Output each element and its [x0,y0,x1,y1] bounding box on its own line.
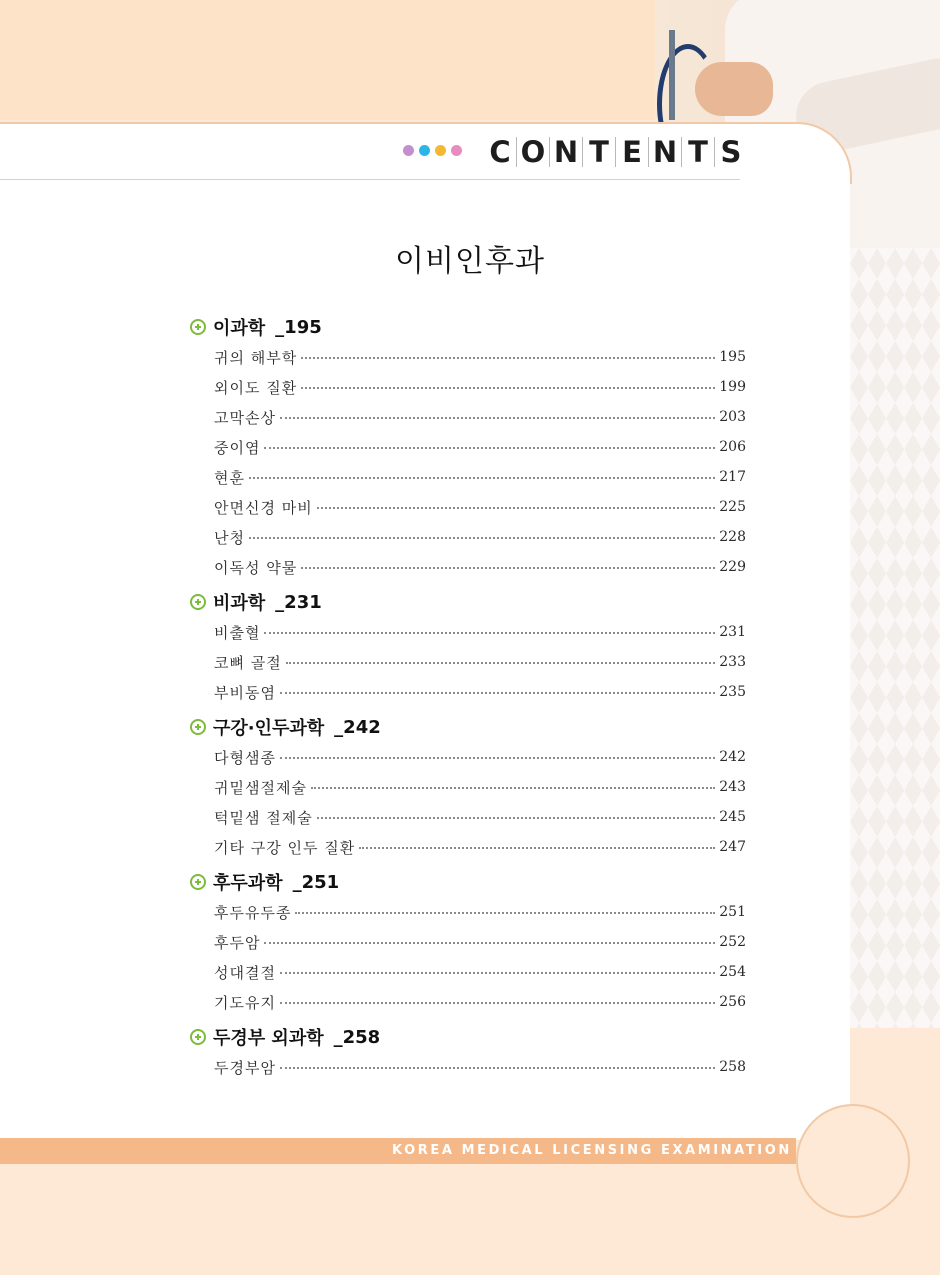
section-page: _242 [334,716,381,738]
toc-entry[interactable] [190,802,746,832]
entry-page: 254 [719,964,746,980]
toc-entry[interactable] [190,617,746,647]
contents-letter: N [649,137,682,167]
toc-entry[interactable] [190,1052,746,1082]
entry-page: 228 [719,529,746,545]
entry-label: 부비동염 [214,683,276,702]
dot-leader [301,567,715,569]
contents-letter: C [484,137,517,167]
entry-label: 기타 구강 인두 질환 [214,838,356,857]
dot-leader [249,537,715,539]
dot-leader [317,507,716,509]
plus-circle-icon [190,719,206,735]
entry-label: 성대결절 [214,963,276,982]
toc-entry[interactable] [190,492,746,522]
dot-leader [286,662,716,664]
section-page: _251 [292,871,340,893]
entry-label: 코뼈 골절 [214,653,282,672]
section-entries [190,1052,746,1082]
decorative-dots [403,145,462,156]
section-page: _195 [275,316,322,338]
contents-letter: T [583,137,616,167]
toc-entry[interactable] [190,897,746,927]
dot-leader [264,942,715,944]
section-heading[interactable] [190,867,746,897]
dot-leader [359,847,715,849]
entry-page: 247 [719,839,746,855]
toc-entry[interactable] [190,647,746,677]
section-title: 비과학 [213,593,266,614]
dot-leader [295,912,715,914]
section-heading[interactable] [190,1022,746,1052]
toc-entry[interactable] [190,342,746,372]
entry-page: 203 [719,409,746,425]
section-entries [190,742,746,862]
entry-label: 귀의 해부학 [214,348,298,367]
entry-page: 199 [719,379,746,395]
entry-label: 후두암 [214,933,261,952]
decorative-dot [419,145,430,156]
entry-label: 다형샘종 [214,748,276,767]
entry-label: 턱밑샘 절제술 [214,808,313,827]
entry-label: 현훈 [214,468,245,487]
entry-label: 외이도 질환 [214,378,298,397]
toc-section [190,1022,746,1082]
section-entries [190,617,746,707]
toc-entry[interactable] [190,742,746,772]
plus-circle-icon [190,1029,206,1045]
plus-circle-icon [190,874,206,890]
entry-label: 중이염 [214,438,261,457]
entry-page: 242 [719,749,746,765]
entry-label: 안면신경 마비 [214,498,313,517]
toc-section [190,712,746,862]
entry-page: 217 [719,469,746,485]
toc-entry[interactable] [190,677,746,707]
dot-leader [280,757,715,759]
section-page: _231 [275,591,322,613]
contents-letter: O [517,137,550,167]
section-title: 후두과학 [213,873,283,894]
toc-entry[interactable] [190,522,746,552]
entry-page: 245 [719,809,746,825]
section-entries [190,897,746,1017]
section-page: _258 [333,1026,381,1048]
section-heading[interactable] [190,712,746,742]
toc-entry[interactable] [190,402,746,432]
toc-entry[interactable] [190,462,746,492]
page-corner-curve [796,1104,910,1218]
toc-entry[interactable] [190,832,746,862]
toc-section [190,867,746,1017]
contents-letter: N [550,137,583,167]
section-heading[interactable] [190,312,746,342]
dot-leader [264,447,715,449]
entry-label: 고막손상 [214,408,276,427]
section-title: 이과학 [213,318,266,339]
dot-leader [280,692,715,694]
entry-label: 귀밑샘절제술 [214,778,307,797]
section-title: 구강·인두과학 [213,718,325,739]
contents-letter: T [682,137,715,167]
contents-letter: S [720,135,742,169]
entry-page: 235 [719,684,746,700]
toc-entry[interactable] [190,772,746,802]
entry-label: 두경부암 [214,1058,276,1077]
entry-page: 256 [719,994,746,1010]
entry-label: 이독성 약물 [214,558,298,577]
toc-entry[interactable] [190,957,746,987]
decorative-dot [403,145,414,156]
dot-leader [301,357,715,359]
dot-leader [317,817,716,819]
dot-leader [301,387,715,389]
dot-leader [280,417,715,419]
decorative-pattern-strip [850,248,940,1028]
entry-page: 251 [719,904,746,920]
entry-page: 233 [719,654,746,670]
dot-leader [311,787,715,789]
entry-label: 기도유지 [214,993,276,1012]
toc-entry[interactable] [190,987,746,1017]
toc-section [190,312,746,582]
toc-entry[interactable] [190,372,746,402]
section-title: 두경부 외과학 [213,1028,324,1049]
entry-page: 225 [719,499,746,515]
decorative-dot [435,145,446,156]
toc-section [190,587,746,707]
toc-entry[interactable] [190,552,746,582]
dot-leader [264,632,715,634]
plus-circle-icon [190,319,206,335]
entry-page: 258 [719,1059,746,1075]
toc-entry[interactable] [190,927,746,957]
entry-page: 195 [719,349,746,365]
entry-label: 난청 [214,528,245,547]
section-entries [190,342,746,582]
entry-page: 231 [719,624,746,640]
entry-label: 비출혈 [214,623,261,642]
entry-page: 243 [719,779,746,795]
doctor-hand [695,62,773,116]
entry-page: 206 [719,439,746,455]
footer-text: KOREA MEDICAL LICENSING EXAMINATION [392,1143,792,1158]
dot-leader [280,1067,715,1069]
chapter-title: 이비인후과 [395,244,545,279]
contents-letter: E [616,137,649,167]
dot-leader [280,972,715,974]
contents-heading [484,132,747,172]
plus-circle-icon [190,594,206,610]
toc-entry[interactable] [190,432,746,462]
entry-page: 229 [719,559,746,575]
table-of-contents [190,312,746,1087]
decorative-dot [451,145,462,156]
entry-page: 252 [719,934,746,950]
dot-leader [249,477,715,479]
section-heading[interactable] [190,587,746,617]
stethoscope-tube [669,30,675,120]
dot-leader [280,1002,715,1004]
entry-label: 후두유두종 [214,903,292,922]
